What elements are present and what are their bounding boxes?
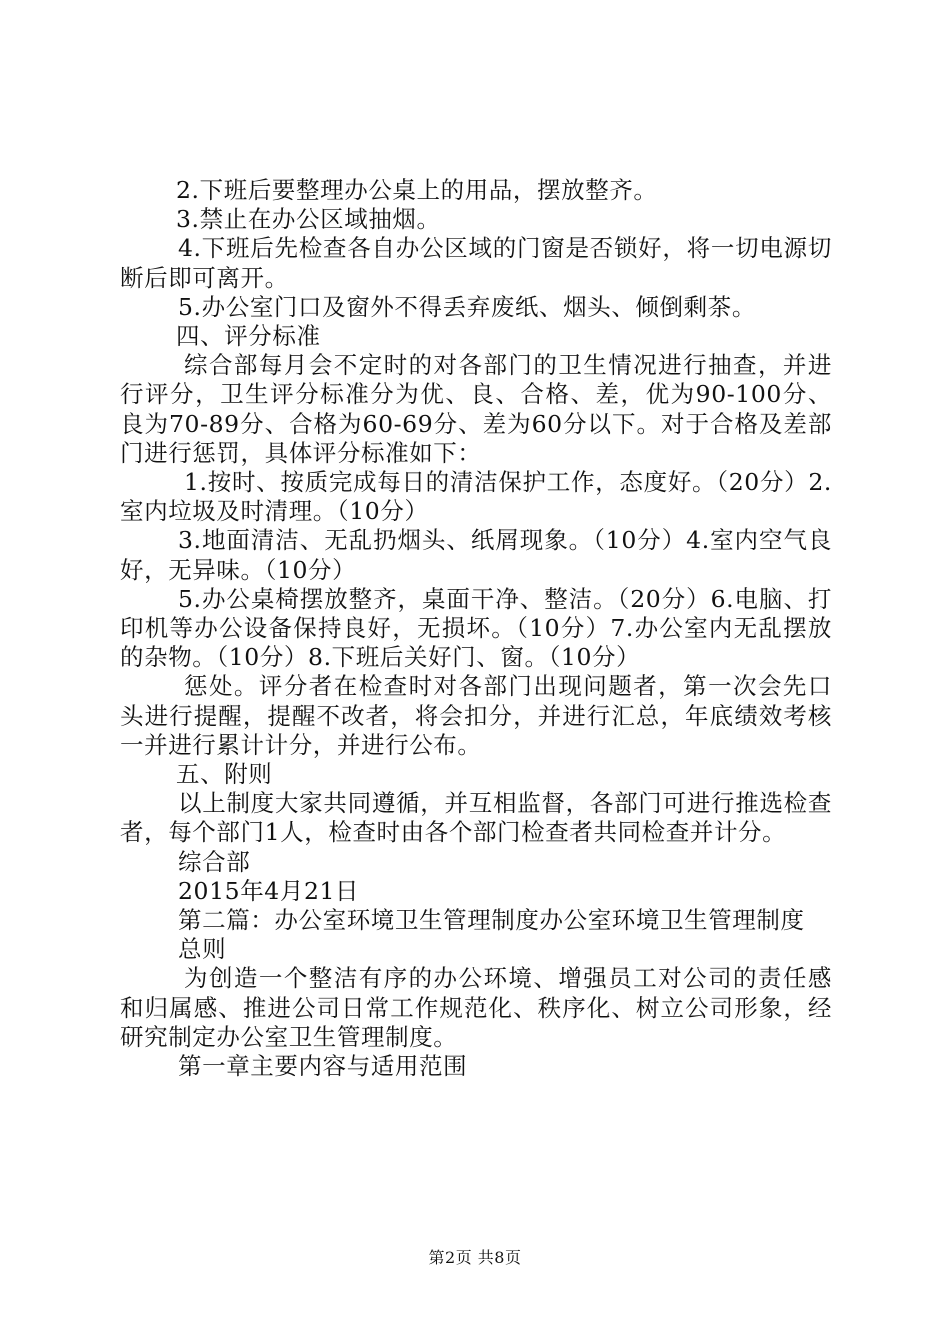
section-heading: 四、评分标准 — [176, 322, 321, 351]
paragraph: 1.按时、按质完成每日的清洁保护工作，态度好。（20分）2.室内垃圾及时清理。（10分） — [120, 468, 832, 526]
paragraph: 5.办公室门口及窗外不得丢弃废纸、烟头、倾倒剩茶。 — [178, 292, 756, 321]
paragraph: 4.下班后先检查各自办公区域的门窗是否锁好，将一切电源切断后即可离开。 — [120, 234, 832, 292]
signature-department: 综合部 — [178, 847, 251, 876]
paragraph: 2.下班后要整理办公桌上的用品，摆放整齐。 — [176, 176, 658, 204]
section-heading: 总则 — [178, 935, 227, 964]
paragraph: 3.地面清洁、无乱扔烟头、纸屑现象。（10分）4.室内空气良好，无异味。（10分） — [120, 526, 832, 584]
paragraph: 惩处。评分者在检查时对各部门出现问题者，第一次会先口头进行提醒，提醒不改者，将会扣分，并进行汇总，年底绩效考核一并进行累计计分，并进行公布。 — [120, 672, 832, 759]
signature-date: 2015年4月21日 — [178, 876, 360, 905]
page-footer: 第2页 共8页 — [428, 1248, 522, 1267]
document-body — [120, 176, 832, 1081]
section-heading: 第一章主要内容与适用范围 — [178, 1052, 468, 1081]
paragraph: 综合部每月会不定时的对各部门的卫生情况进行抽查，并进行评分，卫生评分标准分为优、良、合格、差，优为90-100分、良为70-89分、合格为60-69分、差为60分以下。对于合格及差部门进行惩罚，具体评分标准如下： — [120, 351, 832, 467]
chapter-title: 第二篇：办公室环境卫生管理制度办公室环境卫生管理制度 — [178, 906, 805, 935]
paragraph: 3.禁止在办公区域抽烟。 — [176, 205, 441, 234]
section-heading: 五、附则 — [176, 760, 273, 789]
paragraph: 以上制度大家共同遵循，并互相监督，各部门可进行推选检查者，每个部门1人，检查时由各个部门检查者共同检查并计分。 — [120, 789, 832, 847]
paragraph: 为创造一个整洁有序的办公环境、增强员工对公司的责任感和归属感、推进公司日常工作规范化、秩序化、树立公司形象，经研究制定办公室卫生管理制度。 — [120, 964, 832, 1051]
paragraph: 5.办公桌椅摆放整齐，桌面干净、整洁。（20分）6.电脑、打印机等办公设备保持良好，无损坏。（10分）7.办公室内无乱摆放的杂物。（10分）8.下班后关好门、窗。（10分） — [120, 584, 832, 672]
